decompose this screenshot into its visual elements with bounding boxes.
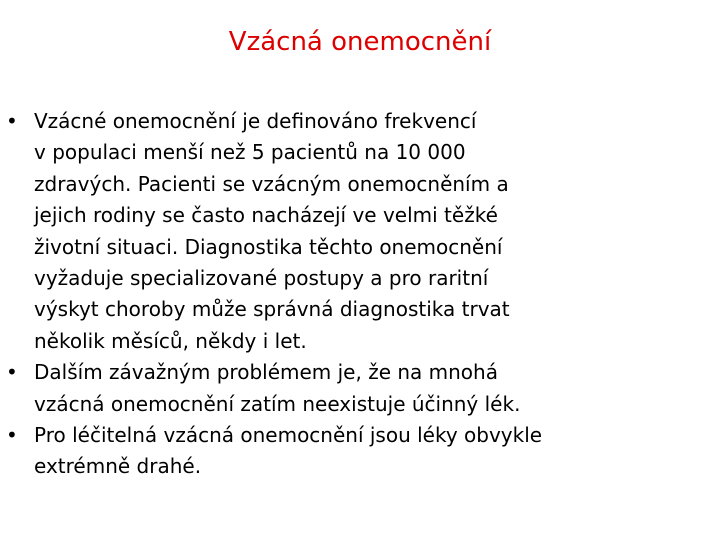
bullet-1-line-3: zdravých. Pacienti se vzácným onemocněním a (34, 171, 509, 196)
bullet-1-line-5: životní situaci. Diagnostika těchto onemocnění (34, 234, 503, 259)
bullet-2-line-1: Dalším závažným problémem je, že na mnohá (34, 360, 498, 385)
bullet-marker: • (6, 423, 18, 448)
bullet-1-line-1: Vzácné onemocnění je definováno frekvencí (34, 109, 477, 133)
bullet-1-line-2: v populaci menší než 5 pacientů na 10 000 (34, 140, 466, 165)
bullet-2-line-2: vzácná onemocnění zatím neexistuje účinný lék. (34, 391, 521, 416)
bullet-item-2 (0, 357, 720, 420)
bullet-3-line-2: extrémně drahé. (34, 454, 202, 479)
bullet-marker: • (6, 360, 18, 385)
slide-title: Vzácná onemocnění (228, 27, 492, 57)
bullet-item-1 (0, 106, 720, 357)
bullet-1-line-7: výskyt choroby může správná diagnostika trvat (34, 297, 510, 322)
bullet-1-line-4: jejich rodiny se často nacházejí ve velmi těžké (34, 203, 498, 228)
bullet-marker: • (6, 109, 18, 133)
bullet-list (0, 106, 720, 483)
bullet-1-line-8: několik měsíců, někdy i let. (34, 328, 307, 353)
bullet-item-3 (0, 420, 720, 483)
bullet-3-line-1: Pro léčitelná vzácná onemocnění jsou léky obvykle (34, 423, 543, 448)
bullet-1-line-6: vyžaduje specializované postupy a pro raritní (34, 266, 489, 291)
